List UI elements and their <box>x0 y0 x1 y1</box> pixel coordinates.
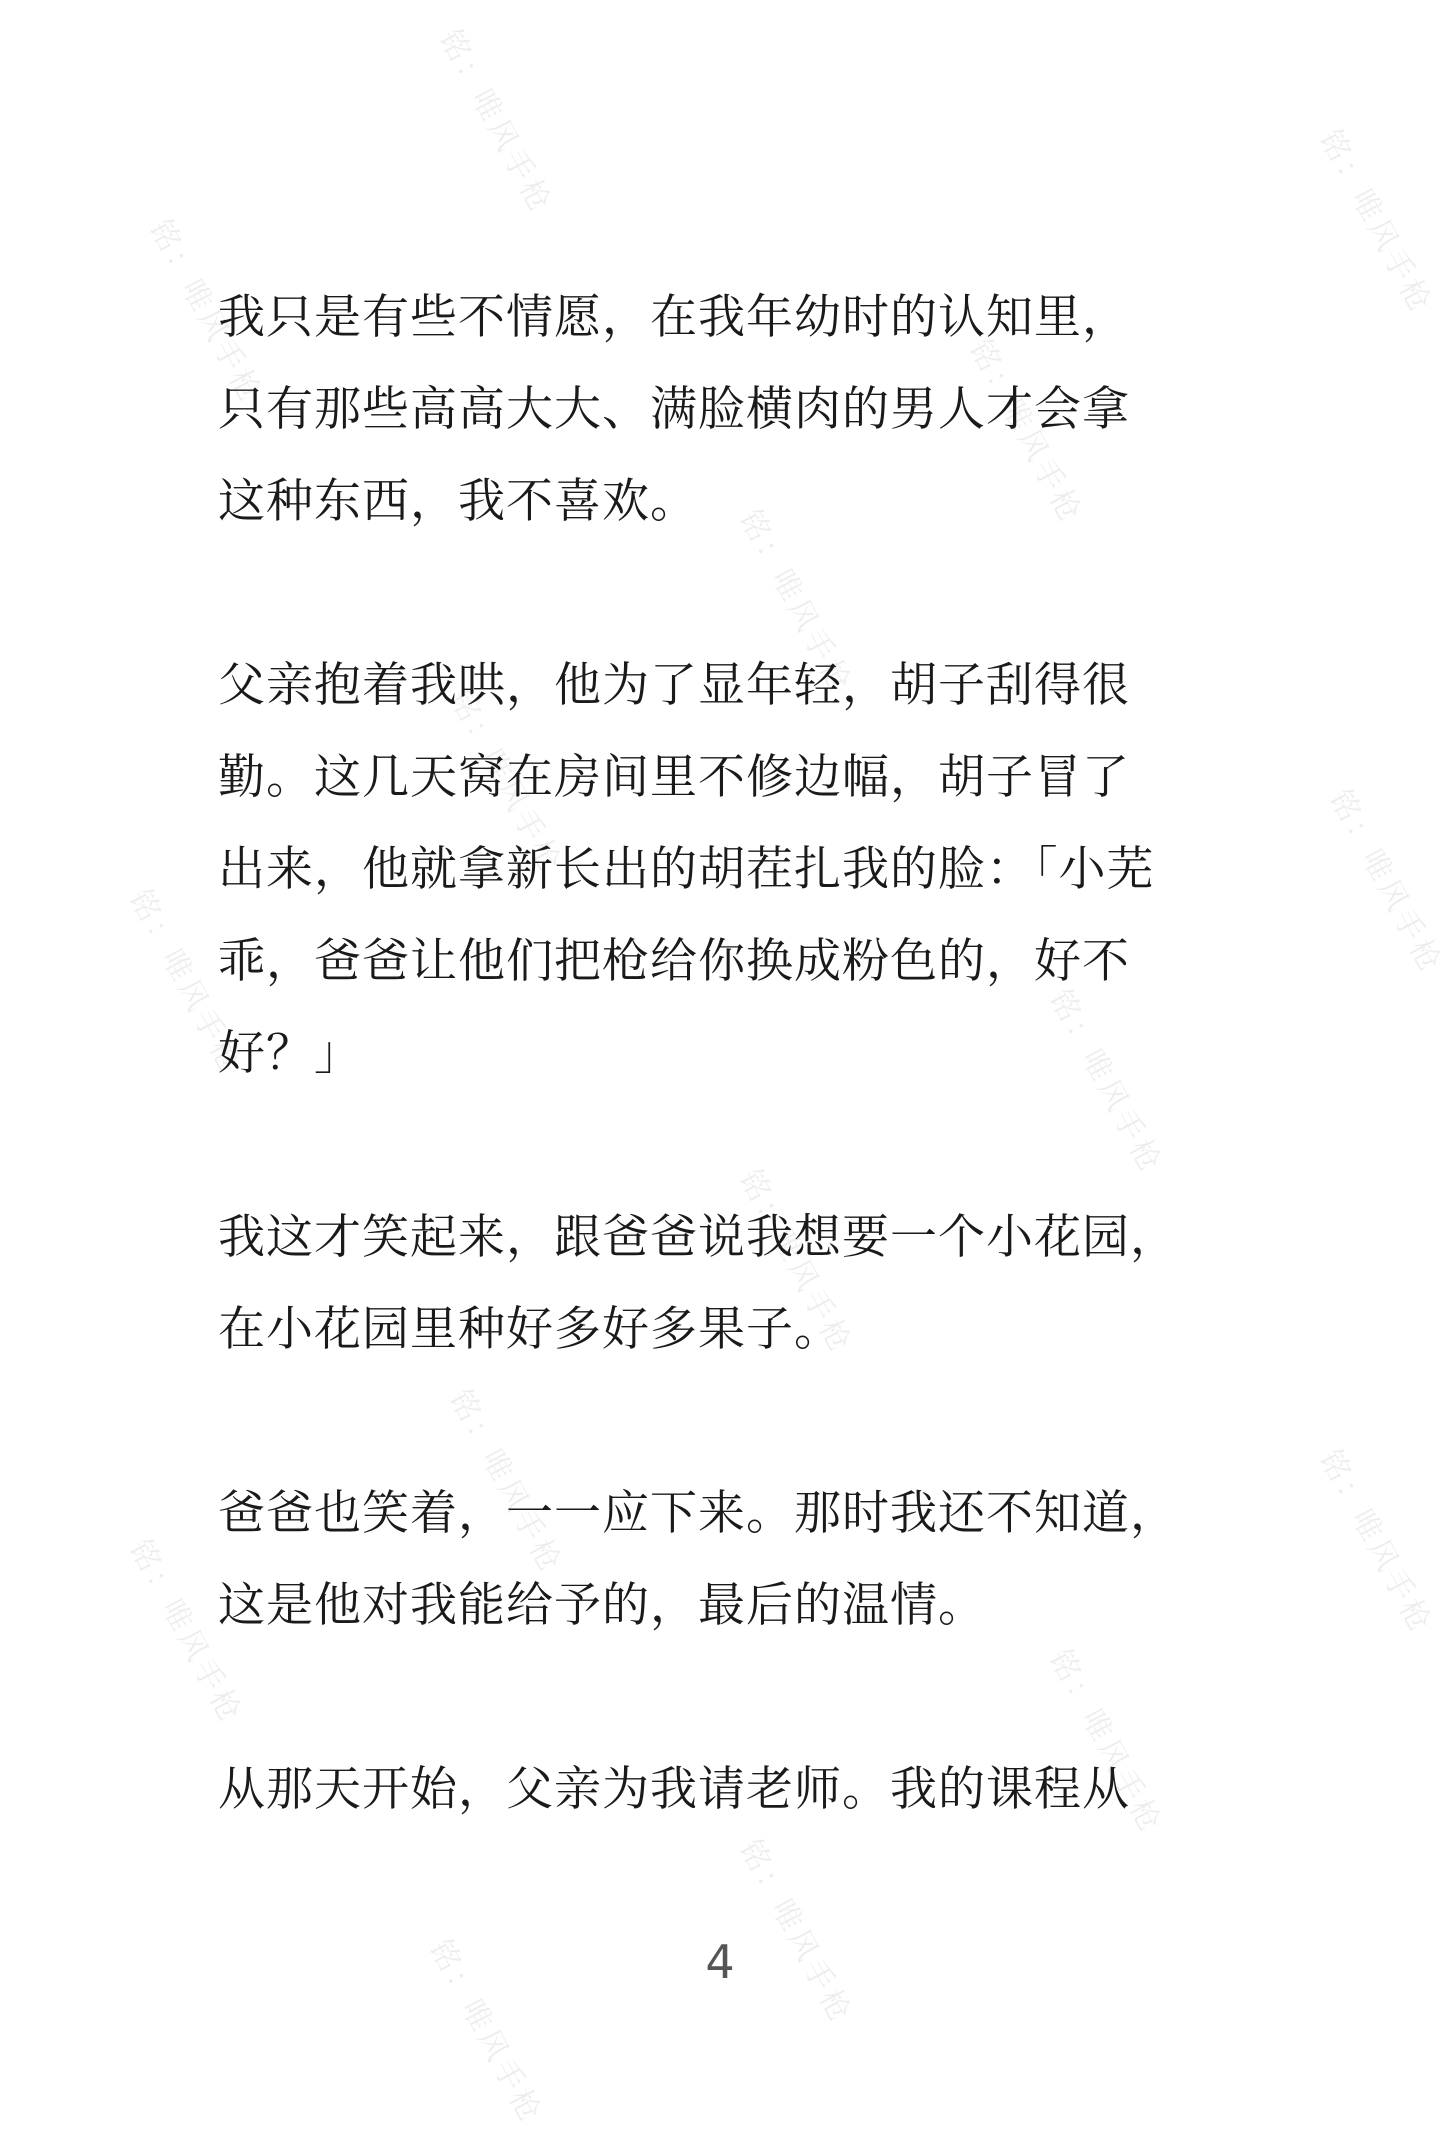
watermark: 铭：唯风手枪 <box>962 333 1089 531</box>
watermark: 铭：唯风手枪 <box>432 23 559 221</box>
paragraph-spacer <box>218 548 1228 640</box>
watermark: 铭：唯风手枪 <box>442 1383 569 1581</box>
paragraph-spacer <box>218 1376 1228 1468</box>
text-line: 勤。这几天窝在房间里不修边幅，胡子冒了 <box>218 750 1130 805</box>
watermark: 铭：唯风手枪 <box>732 503 859 701</box>
text-line: 乖，爸爸让他们把枪给你换成粉色的，好不 <box>218 934 1130 989</box>
watermark: 铭：唯风手枪 <box>122 1533 249 1731</box>
watermark: 铭：唯风手枪 <box>1312 123 1439 321</box>
text-line: 爸爸也笑着，一一应下来。那时我还不知道， <box>218 1486 1178 1541</box>
text-line: 这种东西，我不喜欢。 <box>218 474 698 529</box>
watermark: 铭：唯风手枪 <box>442 683 569 881</box>
watermark: 铭：唯风手枪 <box>732 1833 859 2031</box>
paragraph <box>218 272 1228 548</box>
body-text <box>218 272 1228 1836</box>
paragraph-spacer <box>218 1100 1228 1192</box>
text-line: 出来，他就拿新长出的胡茬扎我的脸：「小芜 <box>218 842 1155 897</box>
page-number: 4 <box>705 1935 735 1989</box>
text-line: 好？」 <box>218 1026 362 1081</box>
paragraph <box>218 1192 1228 1376</box>
text-line: 我只是有些不情愿，在我年幼时的认知里， <box>218 290 1130 345</box>
watermark: 铭：唯风手枪 <box>422 1933 549 2131</box>
paragraph <box>218 1468 1228 1652</box>
text-line: 我这才笑起来，跟爸爸说我想要一个小花园， <box>218 1210 1178 1265</box>
watermark: 铭：唯风手枪 <box>1312 1443 1439 1641</box>
text-line: 父亲抱着我哄，他为了显年轻，胡子刮得很 <box>218 658 1130 713</box>
watermark: 铭：唯风手枪 <box>732 1163 859 1361</box>
text-line: 这是他对我能给予的，最后的温情。 <box>218 1578 986 1633</box>
text-line: 只有那些高高大大、满脸横肉的男人才会拿 <box>218 382 1130 437</box>
paragraph-spacer <box>218 1652 1228 1744</box>
watermark: 铭：唯风手枪 <box>122 883 249 1081</box>
paragraph <box>218 640 1228 1100</box>
paragraph <box>218 1744 1228 1836</box>
watermark: 铭：唯风手枪 <box>142 213 269 411</box>
text-line: 在小花园里种好多好多果子。 <box>218 1302 842 1357</box>
watermark: 铭：唯风手枪 <box>1322 783 1449 981</box>
watermark: 铭：唯风手枪 <box>1042 1643 1169 1841</box>
watermark: 铭：唯风手枪 <box>1042 983 1169 1181</box>
text-line: 从那天开始，父亲为我请老师。我的课程从 <box>218 1762 1130 1817</box>
